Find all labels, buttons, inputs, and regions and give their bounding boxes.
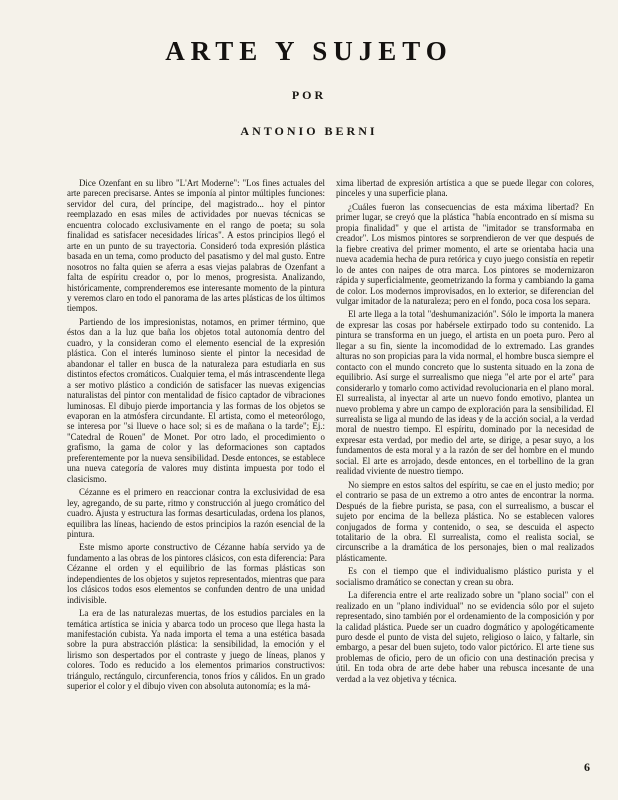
paragraph: xima libertad de expresión artística a que se puede llegar con colores, pinceles y una superficie plana. (336, 178, 594, 199)
paragraph: No siempre en estos saltos del espíritu, se cae en el justo medio; por el contrario se pasa de un extremo a otro antes de encontrar la norma. Después de la fiebre purista, se pasa, con el surrealismo, a buscar el sujeto por encima de la belleza plástica. No se establecen valores conjugados de forma y contenido, o sea, se descuida el aspecto totalitario de la obra. El surrealista, como el realista social, se circunscribe a la dramática de los personajes, bien o mal realizados plásticamente. (336, 479, 594, 563)
right-column (336, 178, 594, 778)
article-title: ARTE Y SUJETO (165, 36, 453, 66)
paragraph: La era de las naturalezas muertas, de los estudios parciales en la temática artística se inicia y abarca todo un proceso que llega hasta la manifestación cubista. Ya nada importa el tema a una estética basada sobre la pura abstracción plástica: la sensibilidad, la emoción y el lirismo son despertados por el contraste y juego de líneas, planos y colores. Todo es reducido a los elementos primarios constructivos: triángulo, rectángulo, circunferencia, tonos fríos y cálidos. En un grado superior el color y el dibujo viven con absoluta autonomía; es la má- (67, 608, 325, 692)
paragraph: Este mismo aporte constructivo de Cézanne había servido ya de fundamento a las obras de los pintores clásicos, con esta diferencia: Para Cézanne el orden y el equilibrio de las formas plásticas son independientes de los objetos y sujetos representados, mientras que para los clásicos todos esos elementos se confunden dentro de una unidad indivisible. (67, 542, 325, 605)
paragraph: El arte llega a la total "deshumanización". Sólo le importa la manera de expresar las cosas por habérsele extirpado todo su contenido. La pintura se transforma en un juego, el artista en un poeta puro. Pero al llegar a su fin, siente la incomodidad de lo extremado. Las grandes alturas no son propicias para la vida normal, el hombre busca siempre el contacto con el mundo concreto que lo sustenta situado en la zona de equilibrio. Así surge el surrealismo que niega "el arte por el arte" para considerarlo y tomarlo como actividad revolucionaria en el plano moral. El surrealista, al inyectar al arte un nuevo fondo emotivo, plantea un nuevo problema y abre un campo de exploración para la sensibilidad. El surrealista se liga al mundo de las ideas y de la acción social, a la verdad moral de nuestro tiempo. El espíritu, dominado por la necesidad de expresar esta verdad, por medio del arte, se dirige, a pesar suyo, a los fundamentos de esta moral y a la razón de ser del hombre en el mundo social. El arte es arrojado, desde entonces, en el torbellino de la gran realidad viviente de nuestro tiempo. (336, 309, 594, 477)
paragraph: Partiendo de los impresionistas, notamos, en primer término, que éstos dan a la luz que baña los objetos total autonomía dentro del cuadro, y la consideran como el elemento esencial de la expresión plástica. Con el interés luminoso siente el pintor la necesidad de abandonar el taller en busca de la naturaleza para estudiarla en sus distintos efectos cromáticos. Cualquier tema, el más intrascendente llega a ser motivo plástico a condición de satisfacer las nuevas exigencias naturalistas del pintor con mentalidad de físico captador de vibraciones luminosas. El dibujo pierde importancia y las formas de los objetos se evaporan en la atmósfera circundante. El artista, como el meteorólogo, se interesa por "si llueve o hace sol; si es de mañana o la tarde"; Ej.: "Catedral de Rouen" de Monet. Por otro lado, el procedimiento o grafismo, la gama de color y las deformaciones son captados preferentemente por la nueva sensibilidad. Desde entonces, se establece una nueva categoría de valores muy distinta impuesta por todo el clasicismo. (67, 316, 325, 484)
page-number: 6 (584, 760, 590, 774)
paragraph: Dice Ozenfant en su libro "L'Art Moderne": "Los fines actuales del arte parecen precisarse. Antes se imponía al pintor múltiples funciones: servidor del cura, del príncipe, del magistrado... hoy el pintor reemplazado en esas miles de actividades por nuevas técnicas se encuentra colocado exclusivamente en el rango de poeta; su sola finalidad es satisfacer necesidades líricas". A estos principios llegó el arte en un punto de su trayectoria. Consideró toda expresión plástica basada en un tema, como producto del pasatismo y del mal gusto. Entre nosotros no falta quien se aferra a esas viejas palabras de Ozenfant a falta de espíritu creador o, por lo menos, progresista. Analizando, históricamente, comprenderemos ese interesante momento de la pintura y veremos claro en todo el panorama de las artes plásticas de los últimos tiempos. (67, 178, 325, 314)
paragraph: Cézanne es el primero en reaccionar contra la exclusividad de esa ley, agregando, de su parte, ritmo y construcción al juego cromático del cuadro. Ajusta y estructura las formas desarticuladas, ordena los planos, equilibra las líneas, haciendo de estos principios la razón esencial de la pintura. (67, 487, 325, 539)
author-name: ANTONIO BERNI (240, 124, 378, 138)
paragraph: Es con el tiempo que el individualismo plástico purista y el socialismo dramático se conectan y crean su obra. (336, 566, 594, 587)
byline: POR (291, 88, 327, 102)
paragraph: ¿Cuáles fueron las consecuencias de esta máxima libertad? En primer lugar, se creyó que la plástica "había encontrado en sí misma su propia finalidad" y que el artista de "imitador se transformaba en creador". Los mismos pintores se sorprendieron de ver que después de la fiebre creativa del primer momento, el arte se orientaba hacia una nueva academia hecha de pura retórica y cuyo juego consistía en repetir lo de antes con naipes de otra marca. Los pintores se modernizaron rápida y superficialmente, geometrizando la forma y cambiando la gama de color. Los modernos improvisados, en lo exterior, se diferencian del vulgar imitador de la naturaleza; pero en el fondo, poca cosa los separa. (336, 201, 594, 306)
paragraph: La diferencia entre el arte realizado sobre un "plano social" con el realizado en un "plano individual" no se evidencia sólo por el sujeto representado, sino también por el ordenamiento de la composición y por la calidad plástica. Puede ser un cuadro dogmático y apologéticamente puro desde el punto de vista del sujeto, religioso o laico, y faltarle, sin embargo, a pesar del buen sujeto, todo valor pictórico. El arte tiene sus problemas de oficio, pero de un oficio con una destinación precisa y útil. En toda obra de arte debe haber una rebusca incesante de una verdad a la vez objetiva y técnica. (336, 590, 594, 684)
left-column (67, 178, 325, 778)
